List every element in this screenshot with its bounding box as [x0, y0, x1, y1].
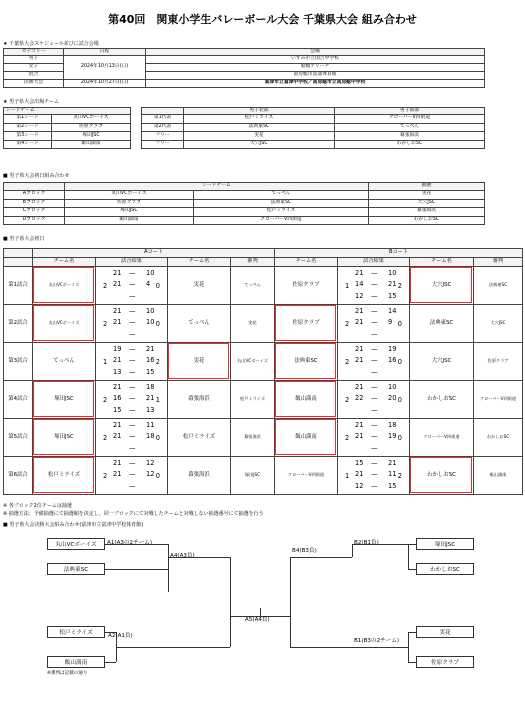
set-score-away: 18	[146, 382, 155, 391]
col-ref-header: 審判	[231, 258, 275, 267]
team-away: 松戸ミライズ	[168, 419, 231, 457]
sets-won-away: 0	[155, 281, 160, 290]
bracket-line	[105, 662, 116, 663]
set-dash: —	[129, 329, 136, 338]
referee-team: 法典東SC	[474, 267, 523, 305]
sets-won-away: 0	[397, 433, 402, 442]
set-score-home: 15	[355, 458, 364, 467]
bracket-line	[408, 632, 416, 633]
bracket-team: 実花	[416, 626, 474, 638]
match-row	[4, 457, 523, 495]
sets-won-home: 2	[103, 281, 108, 290]
sets-won-home: 2	[103, 395, 108, 404]
team-away: わかしおSC	[410, 457, 474, 495]
seed-rank: 第1シード	[4, 115, 52, 124]
match-row	[4, 267, 523, 305]
bracket-line	[230, 557, 231, 648]
set-score-home: 12	[355, 481, 364, 490]
match-label: 第4試合	[4, 381, 33, 419]
team-home: 飯山満南	[275, 419, 338, 457]
set-score-home: 19	[113, 344, 122, 353]
match-score	[338, 419, 410, 457]
team-home: 塚田JSC	[33, 419, 96, 457]
results-area	[3, 248, 522, 503]
schedule-venue: いすみ市立国吉中学校	[146, 56, 485, 64]
set-dash: —	[371, 344, 378, 353]
set-dash: —	[129, 280, 136, 288]
referee-team: わかしおSC	[474, 419, 523, 457]
schedule-header: 日程	[64, 49, 146, 56]
south-team: わかしおSC	[335, 140, 485, 149]
set-score-home: 21	[113, 280, 122, 288]
set-score-away: 21	[146, 344, 155, 353]
bracket-team: 飯山満南	[47, 656, 105, 668]
bracket-line	[352, 647, 408, 648]
set-dash: —	[129, 420, 136, 429]
region-rank: フリー	[142, 140, 184, 149]
seed-header: シードチーム	[4, 108, 131, 115]
bracket-team: 佐原クラブ	[416, 656, 474, 668]
match-score	[96, 381, 168, 419]
region-rank: フリー	[142, 132, 184, 141]
sets-won-away: 0	[155, 471, 160, 480]
set-dash: —	[129, 306, 136, 315]
referee-team: 松戸ミライズ	[231, 381, 275, 419]
set-dash: —	[371, 268, 378, 277]
bracket-line	[352, 544, 353, 557]
set-score-home: 13	[113, 367, 122, 376]
set-score-home: 21	[355, 432, 364, 440]
results-heading: ■ 男子県大会初日	[3, 236, 45, 242]
set-dash: —	[371, 481, 378, 490]
match-score	[338, 267, 410, 305]
set-score-away: 10	[146, 318, 155, 326]
team-away: 実花	[168, 343, 231, 381]
block-label: Bブロック	[4, 199, 65, 208]
col-team-header: チーム名	[33, 258, 96, 267]
match-score	[96, 457, 168, 495]
bracket-team: わかしおSC	[416, 563, 474, 575]
bracket-label: A4(A3負)	[170, 552, 195, 559]
set-dash: —	[129, 394, 136, 402]
sets-won-away: 0	[397, 357, 402, 366]
set-dash: —	[129, 367, 136, 376]
bracket-label: B2(B1負)	[354, 540, 379, 546]
set-dash: —	[129, 344, 136, 353]
set-score-away: 21	[388, 280, 397, 288]
bracket-line	[105, 569, 168, 570]
col-team-header: チーム名	[275, 258, 338, 267]
set-dash: —	[371, 318, 378, 326]
block-seed-team: 佐原クラブ	[65, 199, 194, 208]
sets-won-away: 1	[155, 395, 160, 404]
match-label: 第3試合	[4, 343, 33, 381]
referee-team: 佐原クラブ	[474, 343, 523, 381]
set-score-away: 15	[388, 481, 397, 490]
set-score-away: 10	[388, 268, 397, 277]
court-a-header: Aコート	[33, 249, 275, 258]
set-score-away: 10	[146, 306, 155, 315]
teams-heading: ★ 男子県大会出場チーム	[3, 99, 60, 105]
block-team: てっぺん	[194, 191, 369, 200]
block-seed-team: 飯山満南	[65, 216, 194, 225]
set-dash: —	[129, 443, 136, 452]
seed-rank: 第3シード	[4, 132, 52, 141]
set-score-away: 10	[146, 268, 155, 277]
sets-won-home: 2	[345, 319, 350, 328]
day1-table	[3, 182, 485, 225]
set-dash: —	[129, 382, 136, 391]
set-score-home: 21	[113, 356, 122, 364]
south-team: クローバーV四街道	[335, 115, 485, 124]
schedule-category: 決勝大会	[4, 80, 64, 88]
set-score-home: 21	[355, 318, 364, 326]
set-score-home: 22	[355, 394, 364, 402]
north-team: 松戸ミライズ	[184, 115, 335, 124]
seed-team: 塚田JSC	[52, 132, 131, 141]
set-score-away: 9	[388, 318, 393, 326]
set-score-away: 13	[146, 405, 155, 414]
note-line: ※ 抽選方法：予備抽選にて抽選順を決定し、同一ブロックにて対戦したチームと対戦しない抽選番号にて抽選を行う	[3, 511, 264, 517]
sets-won-home: 1	[345, 471, 350, 480]
match-score	[338, 381, 410, 419]
north-header: 男子北部	[184, 108, 335, 115]
team-home: てっぺん	[33, 343, 96, 381]
block-team: 法典東SC	[194, 199, 369, 208]
set-score-away: 21	[388, 458, 397, 467]
team-home: 佐原クラブ	[275, 267, 338, 305]
set-dash: —	[129, 470, 136, 478]
bracket-label: B1(B3の2チーム)	[354, 638, 400, 644]
referee-team: 塚田JSC	[231, 457, 275, 495]
bracket-label: A2(A1負)	[108, 633, 133, 639]
match-row	[4, 305, 523, 343]
set-score-home: 16	[113, 394, 122, 402]
region-rank: 第2代表	[142, 123, 184, 132]
schedule-table	[3, 48, 485, 88]
set-score-home: 14	[355, 280, 364, 288]
block-team: 松戸ミライズ	[194, 208, 369, 217]
set-score-away: 18	[388, 420, 397, 429]
set-score-home: 12	[355, 291, 364, 300]
seed-table	[3, 107, 131, 149]
match-score	[96, 343, 168, 381]
south-team: 幕張海浜	[335, 132, 485, 141]
sets-won-home: 2	[345, 357, 350, 366]
set-score-home: 21	[113, 470, 122, 478]
sets-won-away: 0	[155, 319, 160, 328]
set-score-home: 21	[355, 268, 364, 277]
sets-won-away: 2	[155, 357, 160, 366]
col-team-header: チーム名	[168, 258, 231, 267]
set-dash: —	[371, 382, 378, 391]
block-lot-team: 幕張海浜	[369, 208, 485, 217]
set-score-home: 21	[113, 318, 122, 326]
bracket-footnote: ※審判は記載の通り	[47, 671, 88, 676]
match-score	[96, 419, 168, 457]
set-score-home: 15	[113, 405, 122, 414]
set-dash: —	[371, 432, 378, 440]
note-line: ※ 各ブロック2位チームは抽選	[3, 503, 72, 509]
set-dash: —	[129, 458, 136, 467]
bracket-label: A1(A3の2チーム)	[107, 540, 153, 546]
sets-won-home: 2	[345, 433, 350, 442]
seed-rank: 第2シード	[4, 123, 52, 132]
bracket-team: 法典東SC	[47, 563, 105, 575]
page-title: 第40回 関東小学生バレーボール大会 千葉県大会 組み合わせ	[108, 13, 417, 26]
match-score	[338, 457, 410, 495]
set-dash: —	[129, 291, 136, 300]
col-result-header: 試合結果	[96, 258, 168, 267]
bracket-line	[408, 662, 416, 663]
set-dash: —	[371, 356, 378, 364]
block-lot-team: 大穴JSC	[369, 199, 485, 208]
south-team: てっぺん	[335, 123, 485, 132]
team-away: 大穴JSC	[410, 343, 474, 381]
north-team: 大穴JSC	[184, 140, 335, 149]
block-label: Dブロック	[4, 216, 65, 225]
bracket-line	[408, 544, 409, 569]
schedule-category: 男子	[4, 56, 64, 64]
day1-heading: ■ 男子県大会初日組み合わせ	[3, 173, 70, 179]
team-away: 法典東SC	[410, 305, 474, 343]
set-score-home: 21	[355, 344, 364, 353]
set-score-away: 16	[388, 356, 397, 364]
block-lot-team: わかしおSC	[369, 216, 485, 225]
set-score-away: 11	[388, 470, 397, 478]
schedule-date: 2024年10月27日(日)	[64, 80, 146, 88]
team-home: クローバーV四街道	[275, 457, 338, 495]
region-rank: 第1代表	[142, 115, 184, 124]
set-score-away: 16	[146, 356, 155, 364]
sets-won-away: 2	[397, 471, 402, 480]
bracket-team: 丸山VCボーイズ	[47, 538, 105, 550]
court-b-header: Bコート	[275, 249, 523, 258]
block-label: Cブロック	[4, 208, 65, 217]
block-label: Aブロック	[4, 191, 65, 200]
match-label: 第1試合	[4, 267, 33, 305]
sets-won-home: 2	[103, 471, 108, 480]
col-ref-header: 審判	[474, 258, 523, 267]
set-score-away: 19	[388, 344, 397, 353]
schedule-category: 混合	[4, 72, 64, 80]
set-dash: —	[371, 443, 378, 452]
set-score-home: 21	[355, 470, 364, 478]
set-score-away: 21	[146, 394, 155, 402]
set-score-away: 4	[146, 280, 151, 288]
set-score-away: 15	[388, 291, 397, 300]
match-score	[96, 267, 168, 305]
set-dash: —	[371, 306, 378, 315]
bracket-line	[116, 647, 230, 648]
set-dash: —	[129, 356, 136, 364]
set-dash: —	[371, 291, 378, 300]
referee-team: クローバーV四街道	[474, 381, 523, 419]
bracket-line	[105, 544, 168, 545]
set-score-home: 21	[113, 306, 122, 315]
bracket-label: B4(B3負)	[292, 547, 317, 554]
sets-won-away: 0	[155, 433, 160, 442]
bracket-line	[168, 557, 230, 558]
south-header: 男子南部	[335, 108, 485, 115]
set-score-away: 11	[146, 420, 155, 429]
day1-lot-header: 抽選	[369, 183, 485, 191]
north-team: 法典東SC	[184, 123, 335, 132]
referee-team: 大穴JSC	[474, 305, 523, 343]
team-away: 幕張海浜	[168, 457, 231, 495]
team-home: 塚田JSC	[33, 381, 96, 419]
match-label: 第5試合	[4, 419, 33, 457]
set-score-home: 21	[355, 306, 364, 315]
schedule-header: カテゴリー	[4, 49, 64, 56]
schedule-heading: ★ 千葉県大会スケジュール並びに試合会場	[3, 41, 99, 47]
team-away: 大穴JSC	[410, 267, 474, 305]
match-score	[338, 305, 410, 343]
set-score-away: 19	[388, 432, 397, 440]
set-dash: —	[371, 405, 378, 414]
schedule-venue: 船橋アリーナ	[146, 64, 485, 72]
schedule-header: 会場	[146, 49, 485, 56]
team-away: クローバーV四街道	[410, 419, 474, 457]
set-dash: —	[129, 481, 136, 490]
sets-won-away: 0	[397, 395, 402, 404]
schedule-venue: 富津市立富津中学校／南房総市立南房総中学校	[146, 80, 485, 88]
set-score-home: 21	[355, 356, 364, 364]
bracket-line	[352, 544, 408, 545]
seed-team: 佐原クラブ	[52, 123, 131, 132]
referee-team: 幕張海浜	[231, 419, 275, 457]
team-away: わかしおSC	[410, 381, 474, 419]
set-score-away: 20	[388, 394, 397, 402]
sets-won-away: 0	[397, 319, 402, 328]
results-table	[3, 248, 523, 495]
referee-team: 実花	[231, 305, 275, 343]
bracket-team: 松戸ミライズ	[47, 626, 105, 638]
team-home: 丸山VCボーイズ	[33, 267, 96, 305]
set-score-home: 21	[355, 382, 364, 391]
team-home: 飯山満南	[275, 381, 338, 419]
sets-won-home: 1	[345, 281, 350, 290]
seed-team: 丸山VCボーイズ	[52, 115, 131, 124]
team-away: 幕張海浜	[168, 381, 231, 419]
set-score-home: 21	[113, 432, 122, 440]
sets-won-home: 2	[103, 433, 108, 442]
set-score-away: 14	[388, 306, 397, 315]
final-bracket	[0, 530, 525, 706]
set-score-away: 12	[146, 458, 155, 467]
set-dash: —	[129, 432, 136, 440]
set-dash: —	[371, 394, 378, 402]
bracket-line	[408, 544, 416, 545]
set-dash: —	[371, 329, 378, 338]
bracket-heading: ■ 男子県大会決勝大会組み合わせ(富津市立富津中学校体育館)	[3, 522, 144, 528]
schedule-category: 女子	[4, 64, 64, 72]
set-score-home: 21	[113, 382, 122, 391]
col-team-header: チーム名	[410, 258, 474, 267]
match-label: 第2試合	[4, 305, 33, 343]
set-score-home: 21	[113, 420, 122, 429]
referee-team: 丸山VCボーイズ	[231, 343, 275, 381]
set-score-home: 21	[113, 458, 122, 467]
set-score-away: 15	[146, 367, 155, 376]
set-dash: —	[129, 405, 136, 414]
schedule-date: 2024年10月13日(日)	[64, 56, 146, 80]
seed-team: 飯山満南	[52, 140, 131, 149]
set-score-home: 21	[113, 268, 122, 277]
sets-won-home: 2	[103, 319, 108, 328]
bracket-line	[260, 608, 261, 616]
match-row	[4, 419, 523, 457]
schedule-venue: 南房総市富浦体育館	[146, 72, 485, 80]
team-away: 実花	[168, 267, 231, 305]
block-seed-team: 塚田JSC	[65, 208, 194, 217]
bracket-team: 塚田JSC	[416, 538, 474, 550]
bracket-line	[408, 569, 416, 570]
match-row	[4, 343, 523, 381]
seed-rank: 第4シード	[4, 140, 52, 149]
team-home: 法典東SC	[275, 343, 338, 381]
region-table	[141, 107, 485, 149]
north-team: 実花	[184, 132, 335, 141]
block-seed-team: 丸山VCボーイズ	[65, 191, 194, 200]
sets-won-home: 2	[345, 395, 350, 404]
set-dash: —	[371, 420, 378, 429]
set-dash: —	[129, 268, 136, 277]
set-score-away: 18	[146, 432, 155, 440]
col-result-header: 試合結果	[338, 258, 410, 267]
referee-team: てっぺん	[231, 267, 275, 305]
match-score	[96, 305, 168, 343]
bracket-label: A5(A4負)	[245, 617, 270, 623]
team-home: 丸山VCボーイズ	[33, 305, 96, 343]
team-home: 佐原クラブ	[275, 305, 338, 343]
set-score-home: 21	[355, 420, 364, 429]
match-score	[338, 343, 410, 381]
block-team: クローバーV四街道	[194, 216, 369, 225]
block-lot-team: 実花	[369, 191, 485, 200]
referee-team: 飯山満南	[474, 457, 523, 495]
set-score-away: 12	[146, 470, 155, 478]
set-score-away: 10	[388, 382, 397, 391]
sets-won-away: 2	[397, 281, 402, 290]
set-dash: —	[371, 458, 378, 467]
bracket-line	[290, 647, 352, 648]
match-row	[4, 381, 523, 419]
team-away: てっぺん	[168, 305, 231, 343]
set-dash: —	[371, 470, 378, 478]
set-dash: —	[129, 318, 136, 326]
set-dash: —	[371, 280, 378, 288]
sets-won-home: 1	[103, 357, 108, 366]
day1-seed-header: シードチーム	[65, 183, 369, 191]
team-home: 松戸ミライズ	[33, 457, 96, 495]
match-label: 第6試合	[4, 457, 33, 495]
bracket-line	[290, 557, 291, 648]
set-dash: —	[371, 367, 378, 376]
bracket-line	[290, 557, 352, 558]
bracket-line	[408, 632, 409, 662]
